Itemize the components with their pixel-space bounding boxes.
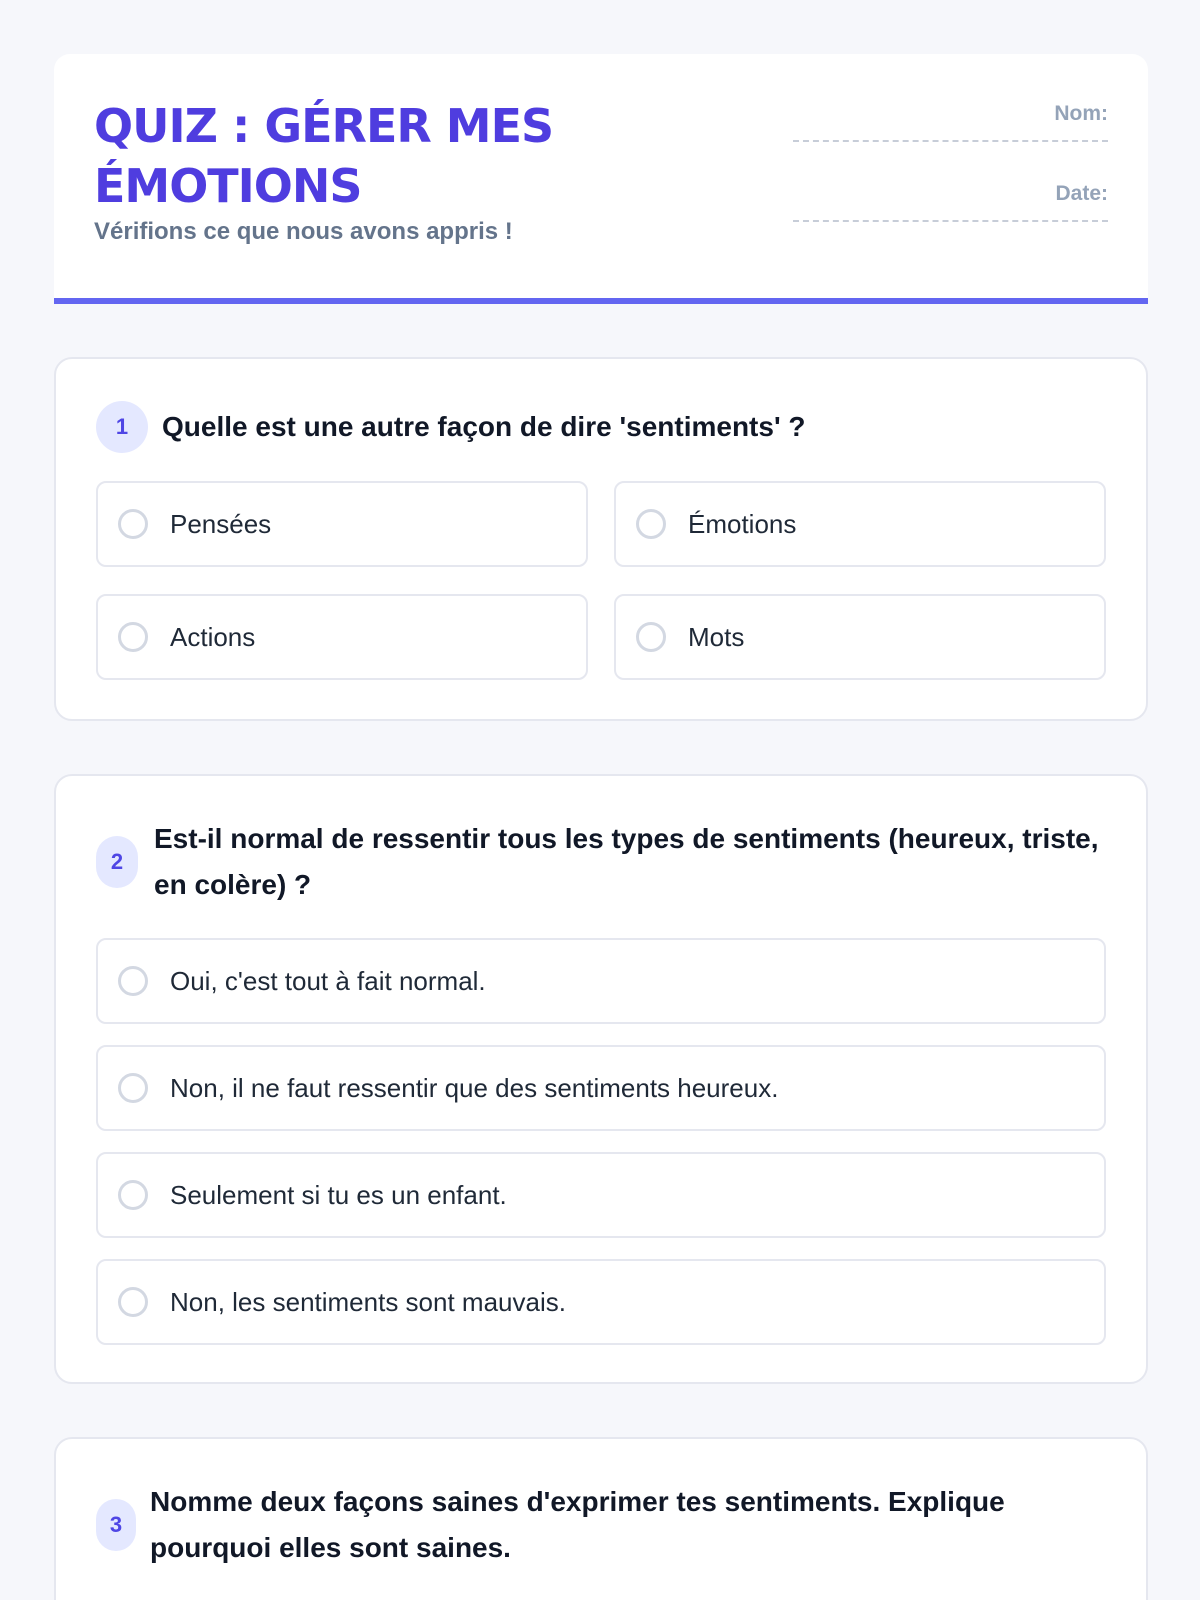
radio-button[interactable]	[118, 966, 148, 996]
answer-option[interactable]	[96, 1152, 1106, 1238]
question-number-badge: 3	[96, 1499, 136, 1551]
answer-option[interactable]	[96, 1259, 1106, 1345]
name-label: Nom:	[1054, 102, 1108, 125]
answer-label: Oui, c'est tout à fait normal.	[170, 965, 486, 996]
page-title: QUIZ : GÉRER MES ÉMOTIONS	[94, 99, 554, 213]
name-field[interactable]	[793, 102, 1108, 142]
question-header-2	[96, 816, 1106, 908]
question-card-2	[54, 774, 1148, 1384]
radio-button[interactable]	[118, 1180, 148, 1210]
date-label: Date:	[1055, 182, 1108, 205]
answer-label: Actions	[170, 621, 256, 652]
question-card-3	[54, 1437, 1148, 1600]
quiz-header	[54, 54, 1148, 304]
question-text: Nomme deux façons saines d'exprimer tes sentiments. Explique pourquoi elles sont saines.	[150, 1486, 1005, 1563]
answer-label: Émotions	[688, 508, 797, 539]
answer-label: Non, il ne faut ressentir que des sentiments heureux.	[170, 1072, 779, 1103]
date-line[interactable]	[793, 220, 1108, 222]
name-line[interactable]	[793, 140, 1108, 142]
question-text: Est-il normal de ressentir tous les types de sentiments (heureux, triste, en colère) ?	[154, 823, 1099, 900]
radio-button[interactable]	[636, 622, 666, 652]
question-card-1	[54, 357, 1148, 721]
question-text: Quelle est une autre façon de dire 'sentiments' ?	[162, 411, 806, 442]
radio-button[interactable]	[118, 1287, 148, 1317]
page-subtitle: Vérifions ce que nous avons appris !	[94, 218, 513, 245]
question-number-badge: 1	[96, 401, 148, 453]
radio-button[interactable]	[636, 509, 666, 539]
answer-label: Mots	[688, 621, 745, 652]
answer-option[interactable]	[96, 594, 588, 680]
radio-button[interactable]	[118, 622, 148, 652]
question-number-badge: 2	[96, 836, 138, 888]
answer-option[interactable]	[614, 594, 1106, 680]
radio-button[interactable]	[118, 1073, 148, 1103]
answer-option[interactable]	[96, 938, 1106, 1024]
answer-option[interactable]	[96, 1045, 1106, 1131]
answer-option[interactable]	[614, 481, 1106, 567]
answer-option[interactable]	[96, 481, 588, 567]
question-header-1	[96, 401, 1106, 453]
question-header-3	[96, 1479, 1106, 1571]
radio-button[interactable]	[118, 509, 148, 539]
answer-label: Seulement si tu es un enfant.	[170, 1179, 507, 1210]
answer-label: Pensées	[170, 508, 272, 539]
date-field[interactable]	[793, 182, 1108, 222]
answer-label: Non, les sentiments sont mauvais.	[170, 1286, 566, 1317]
